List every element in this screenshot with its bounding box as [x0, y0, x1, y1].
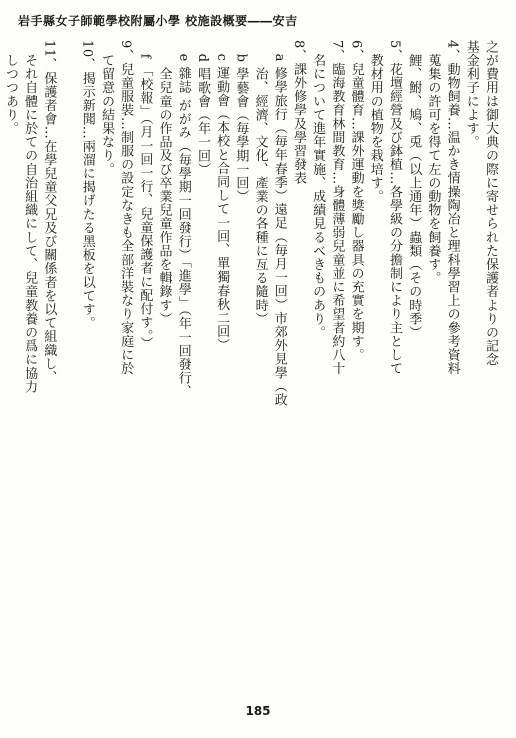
- page-number: 185: [245, 704, 271, 718]
- text-column: [0, 40, 1, 680]
- text-column: f 「校報」（月一回一行、兒童保護者に配付す。）: [137, 40, 153, 350]
- text-column: 全兒童の作品及び卒業兒童作品を輯錄す）: [156, 40, 172, 326]
- text-column: 9、兒童服裝…制服の設定なきも全部洋裝なり家庭に於: [118, 40, 134, 376]
- text-column: 10、揭示新聞…兩溜に揭げたる黑板を以てす。: [79, 40, 95, 330]
- text-column: 7、臨海教育林間教育…身體薄弱兒童並に希望者約八十: [329, 40, 345, 376]
- text-column: b 學藝會（毎學期一回）: [233, 40, 249, 204]
- text-column: 之が費用は御大典の際に寄せられた保護者よりの記念: [483, 40, 498, 367]
- running-head: 岩手縣女子師範學校附屬小學 校施設概要――安吉: [18, 14, 298, 28]
- text-column: 8、課外修學及學習發表: [290, 40, 306, 185]
- text-column: e 雜誌 ががみ（毎學期一回發行）「進學」（年一回發行、: [175, 40, 191, 399]
- text-column: a 修學旅行（毎年春季）遠足（毎月一回）市郊外見學（政: [271, 40, 287, 407]
- text-column: d 唱歌會（年一回）: [194, 40, 210, 177]
- text-column: 基金利子によす。: [463, 40, 479, 149]
- text-column: て留意の結果なり。: [98, 40, 114, 176]
- text-column: 4、動物飼養…温かき情操陶冶と理科學習上の參考資料: [444, 40, 460, 376]
- text-column: 鯉、鮒、鳩、兎（以上通年）蟲類（その時季）: [406, 40, 422, 340]
- text-column: 治、經濟、文化、產業の各種に亙る隨時）: [252, 40, 268, 326]
- column-spacer: [58, 40, 77, 680]
- text-column: 6、兒童體育…課外運動を獎勵し器具の充實を期す。: [348, 40, 364, 362]
- text-column: c 運動會（本校と合同して一回、單獨春秋二回）: [214, 40, 230, 352]
- text-column: 5、花壇經營及び鉢植…各學級の分擔制により主として: [386, 40, 402, 376]
- text-column: 11、保護者會…在學兒童父兄及び關係者を以て組織し、: [41, 40, 57, 385]
- vertical-body-text: [2, 40, 500, 680]
- text-column: 蒐集の許可を得て左の動物を飼養す。: [425, 40, 441, 285]
- text-column: 名について進年實施、成績見るべきものあり。: [310, 40, 326, 340]
- text-column: 教材用の植物を栽培す。: [367, 40, 383, 204]
- text-column: しつつあり。: [2, 40, 18, 136]
- text-column: それ自體に於ての自治組織にして、兒童教養の爲に協力: [22, 40, 38, 394]
